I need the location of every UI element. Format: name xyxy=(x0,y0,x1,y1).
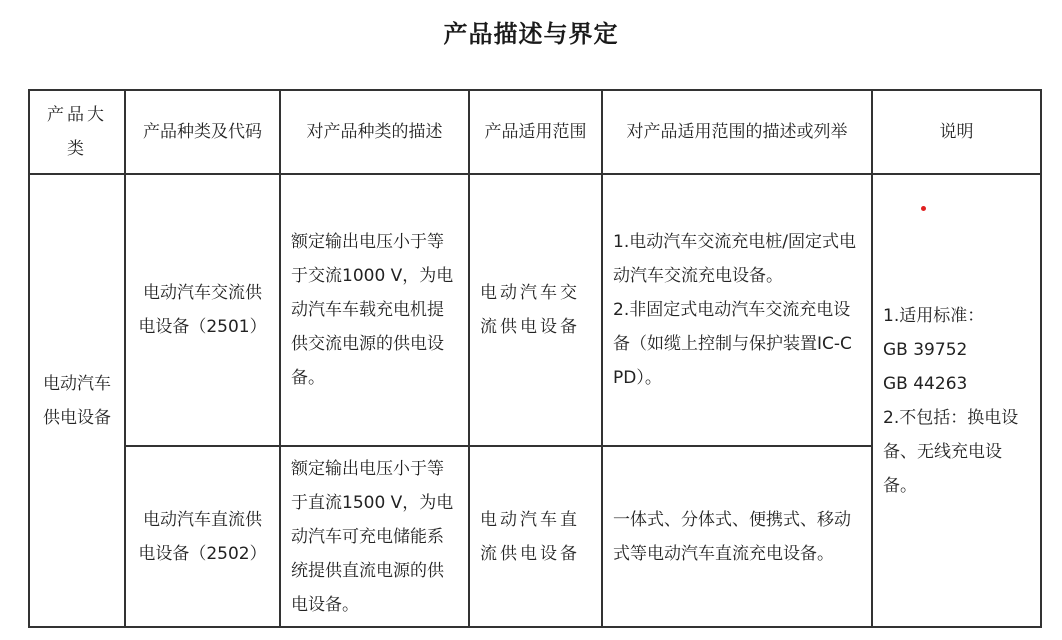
remarks-cell xyxy=(872,174,1041,627)
scope-cell: 电动汽车直流供电设备 xyxy=(469,446,602,627)
remark-line: 1.适用标准： xyxy=(883,305,985,326)
kind-cell: 电动汽车交流供电设备（2501） xyxy=(125,174,280,446)
header-kind-code: 产品种类及代码 xyxy=(125,90,280,174)
header-remarks: 说明 xyxy=(872,90,1041,174)
scope-item: 1.电动汽车交流充电桩/固定式电动汽车交流充电设备。 xyxy=(613,232,856,286)
remark-line: GB 39752 xyxy=(883,339,968,360)
scope-item: 2.非固定式电动汽车交流充电设备（如缆上控制与保护装置IC-CPD）。 xyxy=(613,300,852,388)
header-kind-desc: 对产品种类的描述 xyxy=(280,90,469,174)
table-row xyxy=(29,174,1041,446)
header-scope: 产品适用范围 xyxy=(469,90,602,174)
kind-desc-cell: 额定输出电压小于等于交流1000 V，为电动汽车车载充电机提供交流电源的供电设备。 xyxy=(280,174,469,446)
header-scope-desc: 对产品适用范围的描述或列举 xyxy=(602,90,872,174)
scope-desc-cell xyxy=(602,446,872,627)
red-dot-mark xyxy=(921,206,926,211)
remark-line: 2.不包括：换电设备、无线充电设备。 xyxy=(883,407,1019,496)
remark-line: GB 44263 xyxy=(883,373,968,394)
category-cell: 电动汽车供电设备 xyxy=(29,174,125,627)
page-title: 产品描述与界定 xyxy=(443,20,619,48)
kind-cell: 电动汽车直流供电设备（2502） xyxy=(125,446,280,627)
product-definition-table xyxy=(28,89,1042,628)
scope-desc-cell xyxy=(602,174,872,446)
table-header-row xyxy=(29,90,1041,174)
scope-cell: 电动汽车交流供电设备 xyxy=(469,174,602,446)
scope-item: 一体式、分体式、便携式、移动式等电动汽车直流充电设备。 xyxy=(613,509,851,564)
header-category: 产品大类 xyxy=(29,90,125,174)
kind-desc-cell: 额定输出电压小于等于直流1500 V，为电动汽车可充电储能系统提供直流电源的供电设备。 xyxy=(280,446,469,627)
